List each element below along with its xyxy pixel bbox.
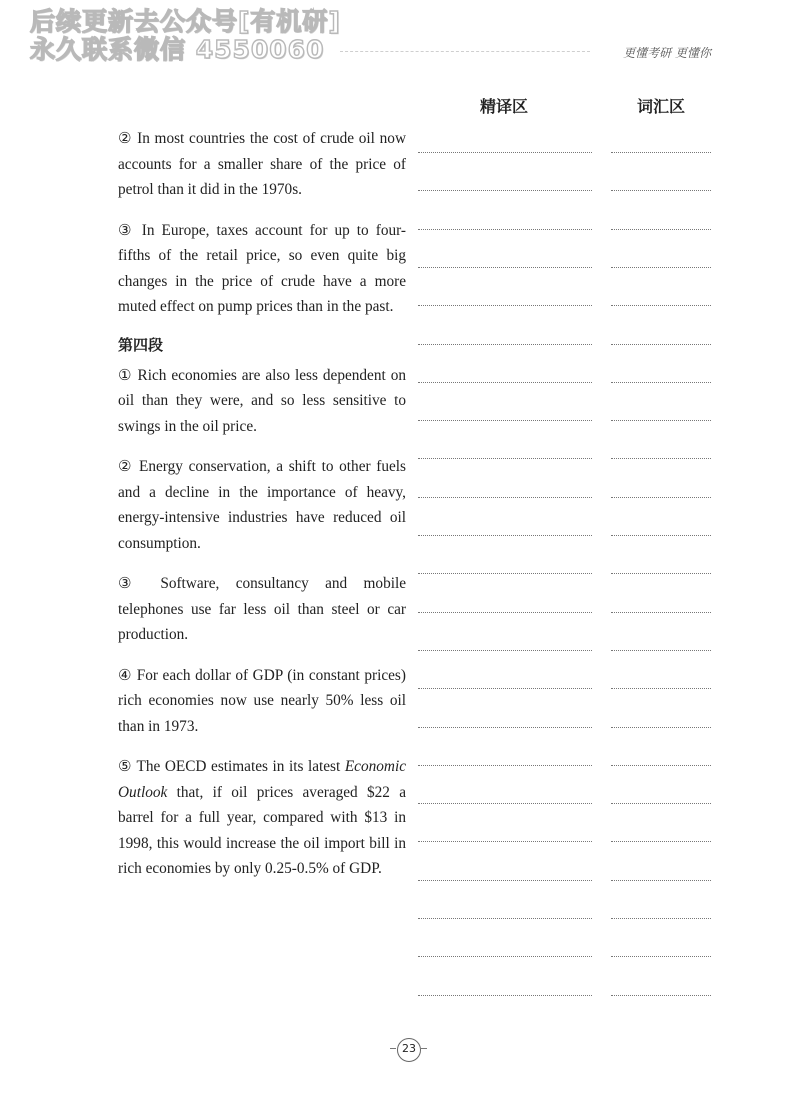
vocabulary-line bbox=[611, 803, 711, 804]
vocabulary-line bbox=[611, 956, 711, 957]
vocabulary-line bbox=[611, 765, 711, 766]
paragraph-3-sentence-2: ② In most countries the cost of crude oil now accounts for a smaller share of the price of petrol than it did in the 1970s. bbox=[118, 129, 406, 198]
paragraph-4-sentence-2: ② Energy conservation, a shift to other fuels and a decline in the importance of heavy, energy-intensive industries have reduced oil consumption. bbox=[118, 457, 407, 552]
header-divider bbox=[340, 51, 590, 52]
vocabulary-line bbox=[611, 152, 711, 153]
translation-line bbox=[418, 344, 592, 345]
translation-line bbox=[418, 841, 592, 842]
vocabulary-line bbox=[611, 305, 711, 306]
watermark-line-1: 后续更新去公众号[有机研] bbox=[30, 7, 341, 36]
translation-line bbox=[418, 918, 592, 919]
translation-line bbox=[418, 803, 592, 804]
watermark bbox=[30, 8, 360, 64]
vocabulary-line bbox=[611, 420, 711, 421]
vocabulary-line bbox=[611, 573, 711, 574]
translation-line bbox=[418, 880, 592, 881]
page-badge-left-wing bbox=[390, 1048, 396, 1049]
vocabulary-column-header: 词汇区 bbox=[637, 97, 686, 116]
reading-text-column bbox=[118, 126, 406, 897]
vocabulary-line bbox=[611, 650, 711, 651]
translation-column-header: 精译区 bbox=[480, 97, 529, 116]
translation-line bbox=[418, 956, 592, 957]
vocabulary-line bbox=[611, 190, 711, 191]
translation-line bbox=[418, 229, 592, 230]
vocabulary-line bbox=[611, 727, 711, 728]
page-badge-right-wing bbox=[421, 1048, 427, 1049]
vocabulary-line bbox=[611, 880, 711, 881]
paragraph-4-sentence-1: ① Rich economies are also less dependent on oil than they were, and so less sensitive to swings in the oil price. bbox=[118, 365, 406, 435]
vocabulary-line bbox=[611, 458, 711, 459]
vocabulary-line bbox=[611, 612, 711, 613]
vocabulary-line bbox=[611, 267, 711, 268]
vocabulary-line bbox=[611, 535, 711, 536]
paragraph-3-sentence-3: ③ In Europe, taxes account for up to four-fifths of the retail price, so even quite big changes in the price of crude have a more muted effect on pump prices than in the past. bbox=[118, 220, 407, 315]
vocabulary-line bbox=[611, 229, 711, 230]
page-number: 23 bbox=[402, 1042, 416, 1055]
translation-line bbox=[418, 727, 592, 728]
translation-line bbox=[418, 267, 592, 268]
vocabulary-line bbox=[611, 382, 711, 383]
vocabulary-line bbox=[611, 995, 711, 996]
vocabulary-line bbox=[611, 688, 711, 689]
paragraph-4-sentence-3: ③ Software, consultancy and mobile telephones use far less oil than steel or car production. bbox=[118, 574, 407, 643]
watermark-line-2: 永久联系微信 4550060 bbox=[30, 35, 325, 64]
translation-line bbox=[418, 688, 592, 689]
section-title: 第四段 bbox=[118, 335, 164, 354]
translation-line bbox=[418, 305, 592, 306]
translation-line bbox=[418, 650, 592, 651]
translation-line bbox=[418, 573, 592, 574]
translation-line bbox=[418, 765, 592, 766]
paragraph-4-sentence-5: ⑤ The OECD estimates in its latest Economic Outlook that, if oil prices averaged $22 a barrel for a full year, compared with $13 in 1998, this would increase the oil import bill in rich economies by only 0.25-0.5% of GDP. bbox=[118, 757, 407, 877]
vocabulary-line bbox=[611, 344, 711, 345]
paragraph-4-sentence-4: ④ For each dollar of GDP (in constant prices) rich economies now use nearly 50% less oil than in 1973. bbox=[118, 665, 406, 735]
page-number-badge bbox=[390, 1038, 428, 1062]
vocabulary-line bbox=[611, 918, 711, 919]
translation-line bbox=[418, 382, 592, 383]
translation-line bbox=[418, 535, 592, 536]
header-slogan: 更懂考研 更懂你 bbox=[623, 46, 711, 60]
translation-line bbox=[418, 420, 592, 421]
translation-line bbox=[418, 152, 592, 153]
translation-line bbox=[418, 190, 592, 191]
vocabulary-line bbox=[611, 497, 711, 498]
vocabulary-line bbox=[611, 841, 711, 842]
translation-line bbox=[418, 497, 592, 498]
publication-title: Economic Outlook bbox=[118, 758, 406, 801]
translation-line bbox=[418, 458, 592, 459]
translation-line bbox=[418, 612, 592, 613]
translation-line bbox=[418, 995, 592, 996]
